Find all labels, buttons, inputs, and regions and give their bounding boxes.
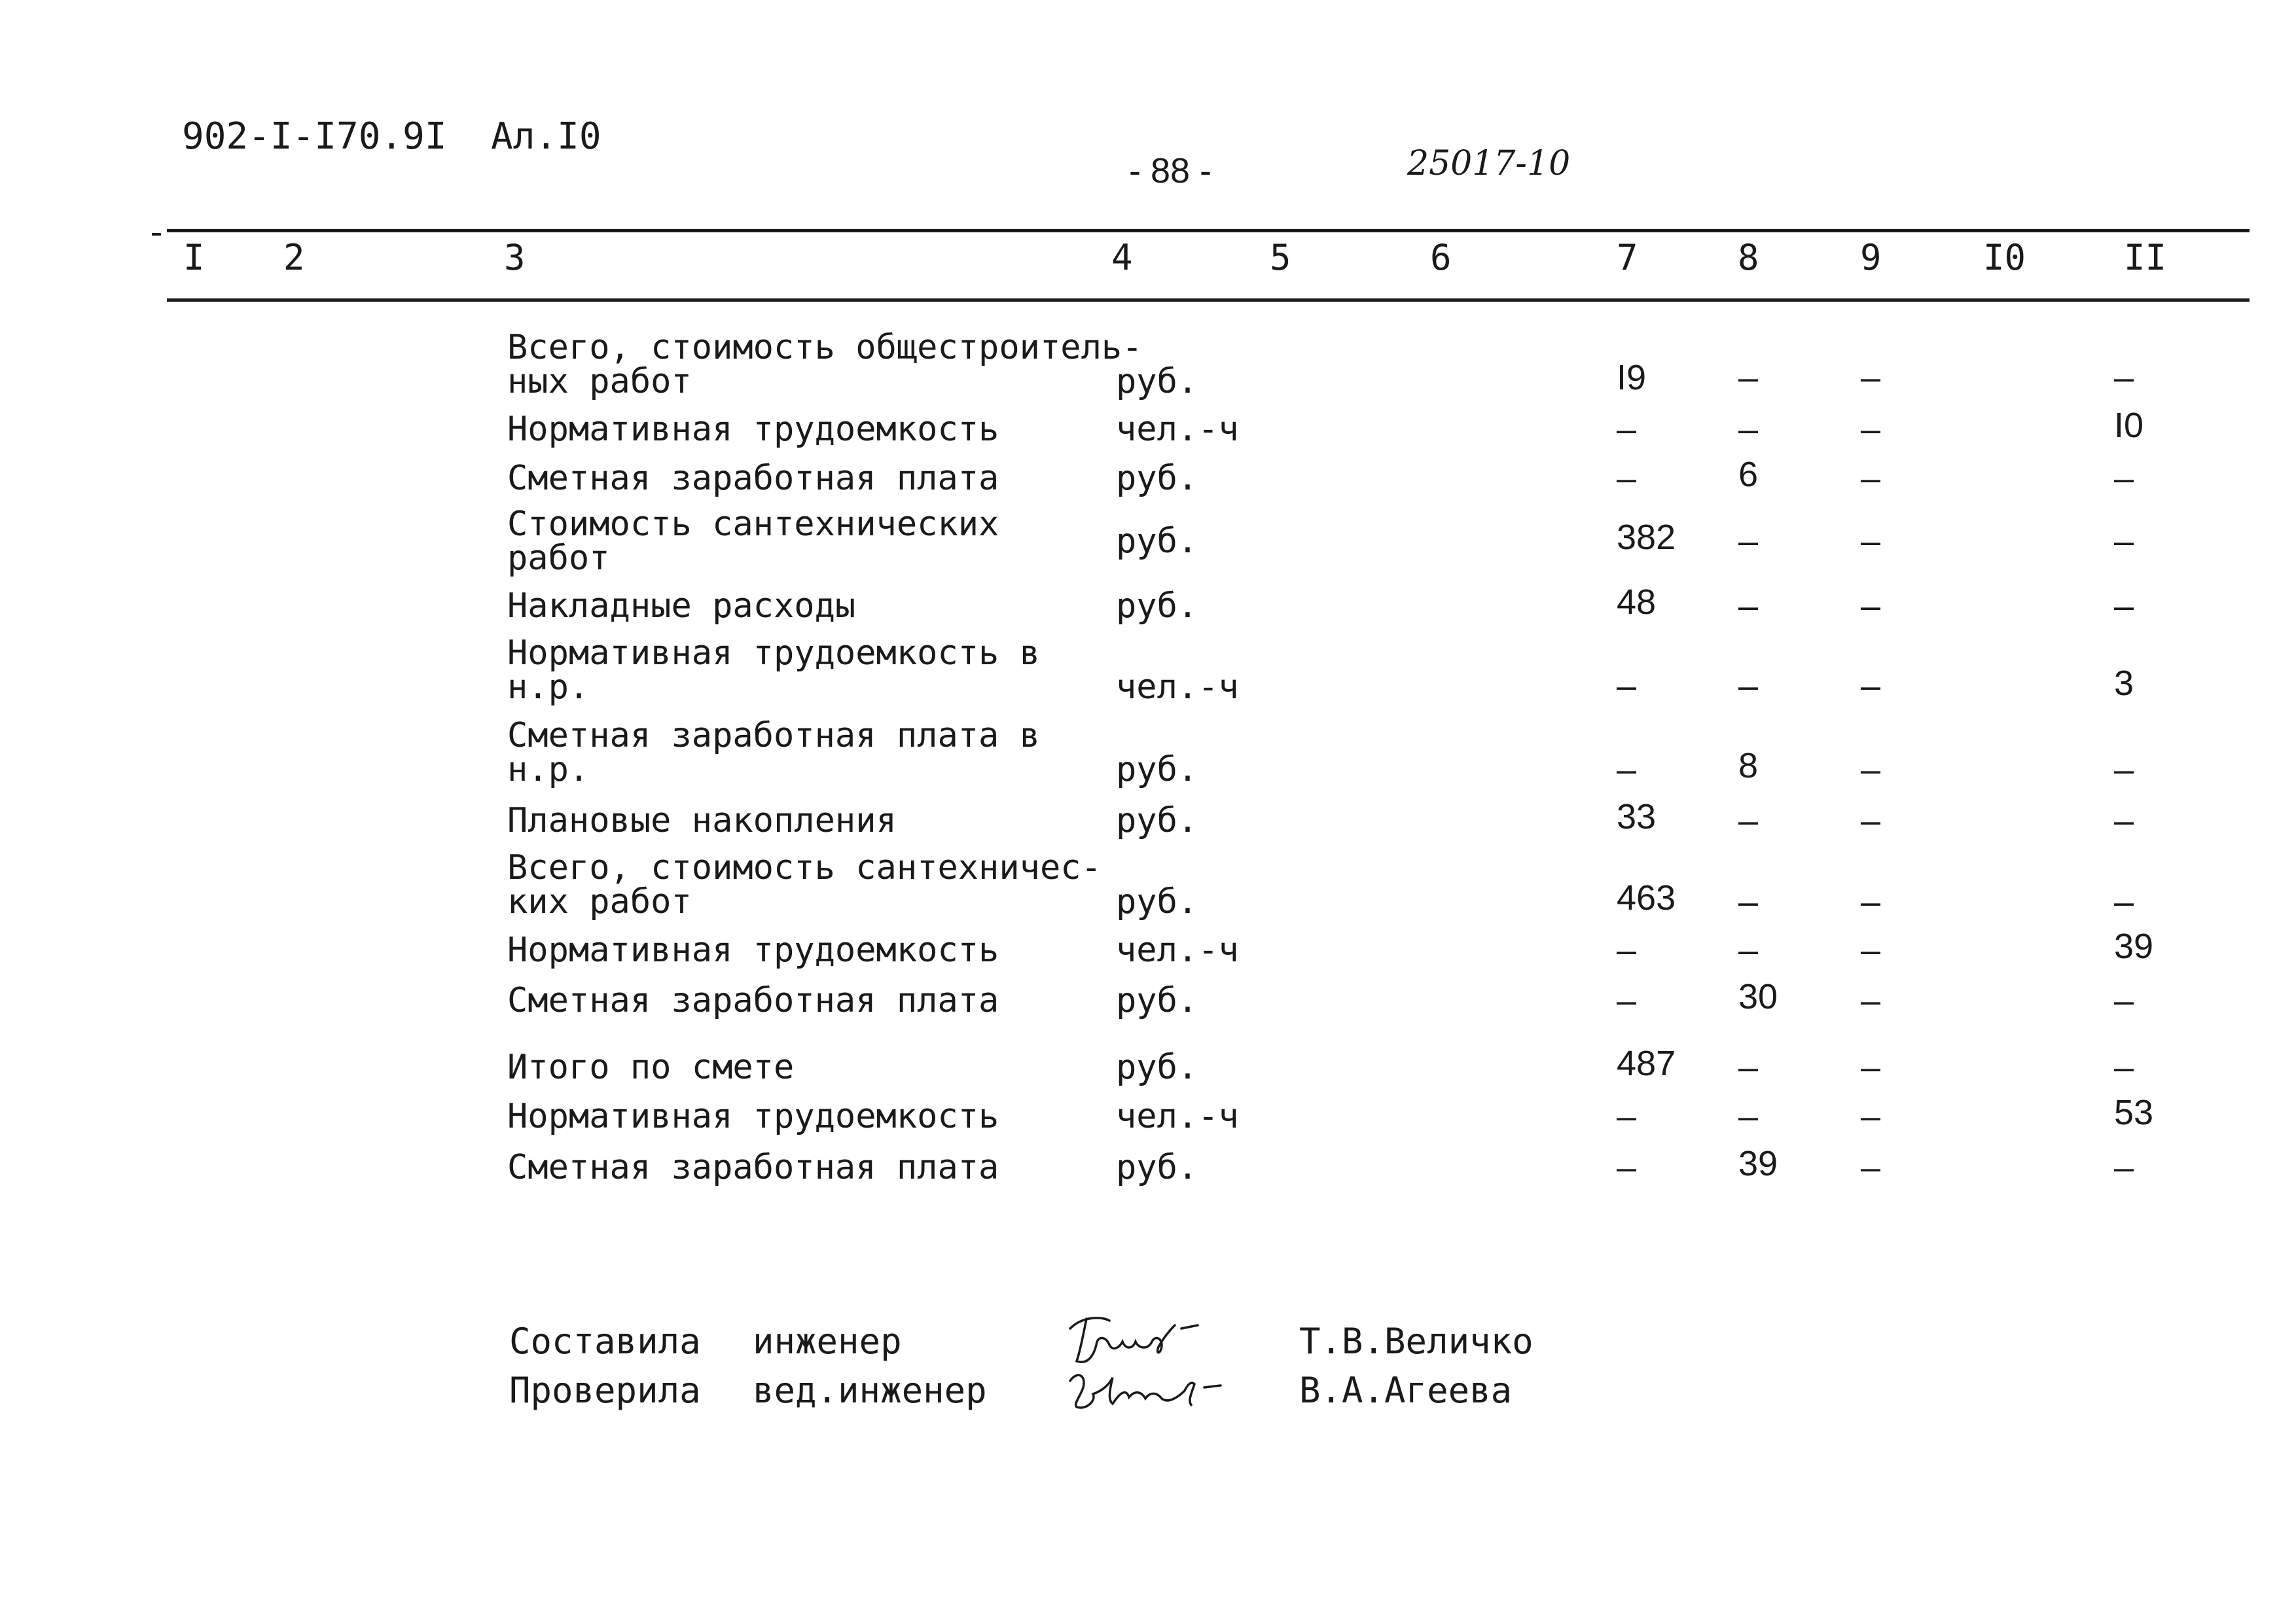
item-unit: руб. [1116, 586, 1198, 626]
value-col-7: 48 [1617, 582, 1657, 622]
value-col-11: – [2114, 1148, 2134, 1187]
item-name: Сметная заработная плата [507, 1148, 999, 1187]
item-unit: руб. [1116, 1048, 1198, 1087]
item-name: Стоимость сантехнических работ [507, 505, 999, 578]
value-col-11: – [2114, 981, 2134, 1020]
value-col-11: – [2114, 801, 2134, 840]
item-name: Всего, стоимость сантехничес- ких работ [507, 848, 1102, 921]
value-col-9: – [1861, 801, 1881, 840]
signature-title: вед.инженер [753, 1370, 987, 1411]
table-header-rule [167, 298, 2250, 302]
value-col-7: I9 [1617, 358, 1647, 397]
column-number: 8 [1738, 237, 1759, 278]
item-unit: руб. [1116, 801, 1198, 840]
value-col-9: – [1861, 882, 1881, 921]
value-col-11: 39 [2114, 927, 2154, 966]
item-name: Нормативная трудоемкость [507, 410, 999, 449]
value-col-9: – [1861, 358, 1881, 397]
item-name: Плановые накопления [507, 801, 897, 840]
value-col-8: – [1738, 882, 1759, 921]
item-name: Сметная заработная плата [507, 459, 999, 498]
value-col-11: – [2114, 358, 2134, 397]
value-col-7: – [1617, 931, 1637, 970]
value-col-8: – [1738, 801, 1759, 840]
document-code: 902-I-I70.9I Ал.I0 [182, 115, 601, 158]
value-col-8: – [1738, 358, 1759, 397]
value-col-11: 53 [2114, 1093, 2154, 1132]
value-col-7: – [1617, 410, 1637, 449]
value-col-8: – [1738, 666, 1759, 705]
value-col-8: – [1738, 1048, 1759, 1087]
value-col-9: – [1861, 1097, 1881, 1136]
column-number: 3 [504, 237, 526, 278]
value-col-7: – [1617, 666, 1637, 705]
value-col-8: 39 [1738, 1144, 1778, 1183]
table-top-rule [167, 229, 2250, 232]
item-name: Накладные расходы [507, 586, 856, 626]
value-col-7: 463 [1617, 878, 1676, 918]
item-unit: руб. [1116, 882, 1198, 921]
value-col-9: – [1861, 1048, 1881, 1087]
item-name: Нормативная трудоемкость [507, 1097, 999, 1136]
value-col-9: – [1861, 666, 1881, 705]
item-unit: чел.-ч [1116, 1097, 1239, 1136]
value-col-8: 6 [1738, 455, 1759, 494]
value-col-11: – [2114, 586, 2134, 626]
value-col-7: 487 [1617, 1044, 1676, 1083]
value-col-7: – [1617, 459, 1637, 498]
signature-role: Проверила [509, 1370, 701, 1411]
column-number: 2 [283, 237, 305, 278]
column-number: 5 [1270, 237, 1291, 278]
value-col-9: – [1861, 750, 1881, 789]
value-col-7: – [1617, 981, 1637, 1020]
signature-title: инженер [753, 1321, 902, 1362]
column-number: 4 [1111, 237, 1133, 278]
value-col-11: – [2114, 522, 2134, 561]
value-col-7: – [1617, 1097, 1637, 1136]
value-col-9: – [1861, 586, 1881, 626]
value-col-8: – [1738, 410, 1759, 449]
column-number: 6 [1430, 237, 1452, 278]
item-unit: руб. [1116, 362, 1198, 401]
item-unit: чел.-ч [1116, 410, 1239, 449]
archive-number: 25017-10 [1407, 144, 1571, 183]
column-number: II [2124, 237, 2167, 278]
column-number: 7 [1617, 237, 1638, 278]
item-unit: чел.-ч [1116, 931, 1239, 970]
column-number: I [183, 237, 205, 278]
value-col-8: – [1738, 522, 1759, 561]
item-unit: руб. [1116, 522, 1198, 561]
item-unit: руб. [1116, 459, 1198, 498]
value-col-11: 3 [2114, 664, 2134, 703]
value-col-7: 33 [1617, 797, 1657, 836]
column-number: I0 [1983, 237, 2026, 278]
signature-role: Составила [509, 1321, 701, 1362]
value-col-11: I0 [2114, 406, 2144, 445]
value-col-9: – [1861, 410, 1881, 449]
value-col-11: – [2114, 1048, 2134, 1087]
value-col-7: 382 [1617, 518, 1676, 557]
value-col-11: – [2114, 882, 2134, 921]
signature-person: В.А.Агеева [1299, 1370, 1513, 1411]
value-col-7: – [1617, 1148, 1637, 1187]
item-name: Нормативная трудоемкость [507, 931, 999, 970]
value-col-9: – [1861, 459, 1881, 498]
value-col-11: – [2114, 750, 2134, 789]
value-col-8: – [1738, 586, 1759, 626]
value-col-11: – [2114, 459, 2134, 498]
item-unit: руб. [1116, 1148, 1198, 1187]
item-name: Итого по смете [507, 1048, 795, 1087]
item-name: Нормативная трудоемкость в н.р. [507, 633, 1040, 707]
item-unit: руб. [1116, 981, 1198, 1020]
item-name: Всего, стоимость общестроитель- ных работ [507, 328, 1143, 401]
signature-person: Т.В.Величко [1299, 1321, 1534, 1362]
item-name: Сметная заработная плата в н.р. [507, 716, 1040, 789]
value-col-8: 8 [1738, 746, 1759, 785]
item-name: Сметная заработная плата [507, 981, 999, 1020]
item-unit: чел.-ч [1116, 668, 1239, 707]
item-unit: руб. [1116, 750, 1198, 789]
margin-tick [152, 233, 161, 236]
value-col-8: – [1738, 1097, 1759, 1136]
value-col-9: – [1861, 1148, 1881, 1187]
value-col-9: – [1861, 981, 1881, 1020]
value-col-7: – [1617, 750, 1637, 789]
value-col-8: 30 [1738, 977, 1778, 1016]
value-col-8: – [1738, 931, 1759, 970]
value-col-9: – [1861, 522, 1881, 561]
page-number: - 88 - [1129, 151, 1212, 190]
value-col-9: – [1861, 931, 1881, 970]
handwritten-signature [1057, 1358, 1253, 1423]
column-number: 9 [1860, 237, 1882, 278]
